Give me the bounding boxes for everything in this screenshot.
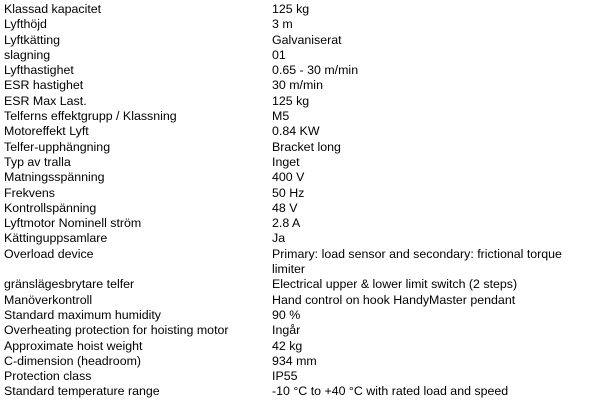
spec-value: -10 °C to +40 °C with rated load and speed bbox=[272, 384, 509, 399]
spec-row bbox=[4, 201, 596, 216]
spec-row bbox=[4, 339, 596, 354]
spec-row bbox=[4, 63, 596, 78]
spec-label: Lyftmotor Nominell ström bbox=[4, 216, 142, 231]
spec-value: M5 bbox=[272, 109, 290, 124]
spec-value: 50 Hz bbox=[272, 185, 305, 200]
spec-value: 30 m/min bbox=[272, 78, 323, 93]
spec-row bbox=[4, 48, 596, 63]
spec-value: 934 mm bbox=[272, 353, 317, 368]
spec-value: 2.8 A bbox=[272, 216, 301, 231]
spec-label: Overload device bbox=[4, 246, 94, 261]
spec-label: Frekvens bbox=[4, 185, 55, 200]
spec-label: Lyfthastighet bbox=[4, 63, 74, 78]
spec-row bbox=[4, 323, 596, 338]
spec-label: ESR Max Last. bbox=[4, 93, 87, 108]
spec-row bbox=[4, 109, 596, 124]
spec-label: Approximate hoist weight bbox=[4, 338, 143, 353]
spec-row bbox=[4, 216, 596, 231]
spec-row bbox=[4, 186, 596, 201]
spec-label: Protection class bbox=[4, 369, 92, 384]
spec-value: 125 kg bbox=[272, 2, 310, 16]
spec-value: 01 bbox=[272, 47, 286, 62]
spec-row bbox=[4, 231, 596, 246]
spec-row bbox=[4, 124, 596, 139]
spec-value: 90 % bbox=[272, 307, 301, 322]
spec-row bbox=[4, 17, 596, 32]
spec-value: Galvaniserat bbox=[272, 32, 342, 47]
spec-row bbox=[4, 354, 596, 369]
spec-value: 3 m bbox=[272, 17, 293, 32]
spec-value: 42 kg bbox=[272, 338, 303, 353]
spec-value: Bracket long bbox=[272, 139, 341, 154]
spec-label: gränslägesbrytare telfer bbox=[4, 277, 135, 292]
spec-label: ESR hastighet bbox=[4, 78, 84, 93]
spec-value: Hand control on hook HandyMaster pendant bbox=[272, 292, 516, 307]
spec-label: Kontrollspänning bbox=[4, 200, 97, 215]
spec-label: Kättinguppsamlare bbox=[4, 231, 108, 246]
spec-row bbox=[4, 94, 596, 109]
spec-label: Typ av tralla bbox=[4, 154, 71, 169]
spec-value: Primary: load sensor and secondary: frictional torque limiter bbox=[272, 246, 562, 277]
specifications-table-body bbox=[4, 2, 596, 400]
spec-value: 400 V bbox=[272, 170, 305, 185]
spec-value: 0.84 KW bbox=[272, 124, 320, 139]
spec-row bbox=[4, 140, 596, 155]
spec-row bbox=[4, 293, 596, 308]
spec-label: slagning bbox=[4, 47, 51, 62]
specifications-table bbox=[4, 2, 596, 400]
spec-row bbox=[4, 308, 596, 323]
spec-value: 0.65 - 30 m/min bbox=[272, 63, 359, 78]
spec-label: Telfer-upphängning bbox=[4, 139, 111, 154]
spec-value: 125 kg bbox=[272, 93, 310, 108]
spec-row bbox=[4, 369, 596, 384]
spec-row bbox=[4, 170, 596, 185]
spec-label: Klassad kapacitet bbox=[4, 2, 102, 16]
spec-row bbox=[4, 2, 596, 17]
spec-label: Lyfthöjd bbox=[4, 17, 47, 32]
spec-label: Overheating protection for hoisting motor bbox=[4, 323, 229, 338]
spec-label: Standard temperature range bbox=[4, 384, 160, 399]
spec-row bbox=[4, 155, 596, 170]
spec-value: Ja bbox=[272, 231, 286, 246]
spec-row bbox=[4, 277, 596, 292]
spec-value: Ingår bbox=[272, 323, 301, 338]
spec-row bbox=[4, 247, 596, 278]
spec-value: IP55 bbox=[272, 369, 298, 384]
spec-value: Electrical upper & lower limit switch (2 steps) bbox=[272, 277, 518, 292]
spec-row bbox=[4, 33, 596, 48]
spec-label: Motoreffekt Lyft bbox=[4, 124, 89, 139]
spec-label: Standard maximum humidity bbox=[4, 307, 162, 322]
spec-value: 48 V bbox=[272, 200, 298, 215]
spec-row bbox=[4, 384, 596, 399]
spec-label: Lyftkätting bbox=[4, 32, 61, 47]
spec-value: Inget bbox=[272, 154, 300, 169]
spec-row bbox=[4, 78, 596, 93]
spec-label: Matningsspänning bbox=[4, 170, 105, 185]
spec-label: Telferns effektgrupp / Klassning bbox=[4, 109, 177, 124]
spec-label: C-dimension (headroom) bbox=[4, 353, 142, 368]
spec-label: Manöverkontroll bbox=[4, 292, 93, 307]
